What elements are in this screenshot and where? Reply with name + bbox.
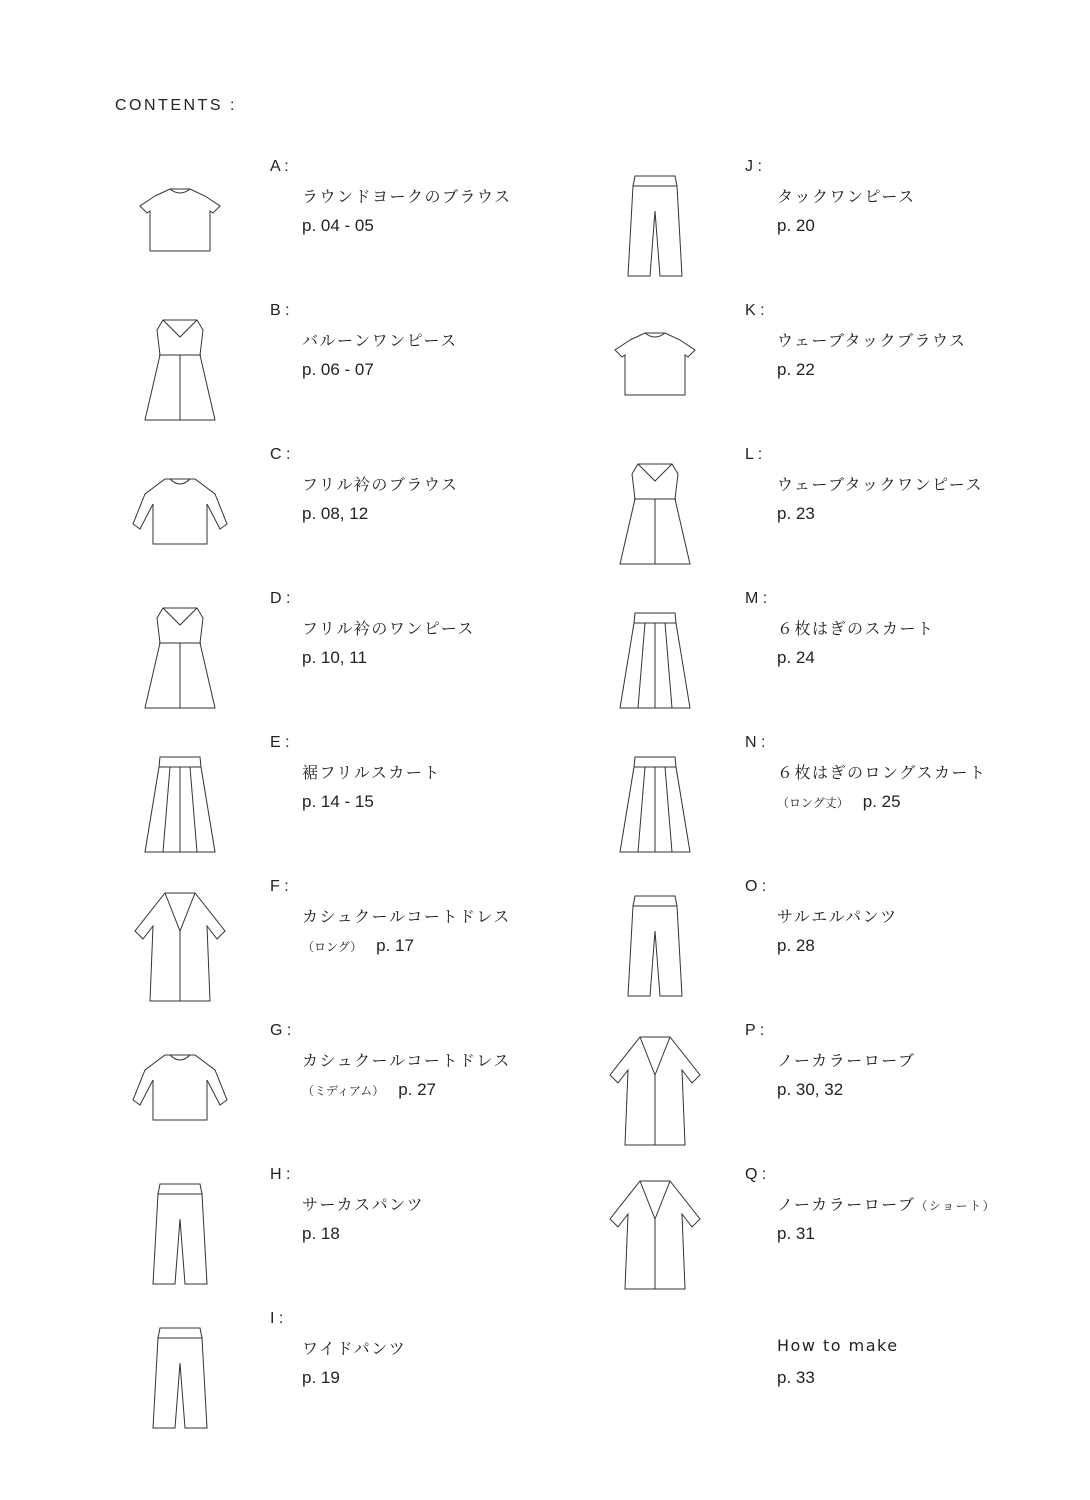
entry-title-text: ６枚はぎのロングスカート	[777, 763, 987, 782]
contents-heading: CONTENTS :	[115, 97, 237, 114]
garment-illustration	[590, 151, 720, 291]
page-number: p. 14 - 15	[302, 792, 374, 811]
entry-page	[777, 504, 815, 524]
entry-page	[302, 648, 367, 668]
page-number: p. 20	[777, 216, 815, 235]
entry-title-text: ワイドパンツ	[302, 1339, 407, 1358]
entry-note: （ロング丈）	[777, 796, 849, 810]
contents-entry[interactable]	[115, 302, 595, 450]
page-number: p. 19	[302, 1368, 340, 1387]
entry-page	[302, 216, 374, 236]
contents-entry[interactable]	[590, 446, 1070, 594]
contents-entry[interactable]	[590, 1022, 1070, 1170]
contents-entry[interactable]	[590, 590, 1070, 738]
entry-letter: B :	[270, 302, 290, 319]
page-number: p. 08, 12	[302, 504, 369, 523]
entry-title-text: タックワンピース	[777, 187, 916, 206]
contents-entry[interactable]	[590, 734, 1070, 882]
garment-illustration	[590, 1015, 720, 1155]
entry-page	[302, 936, 414, 956]
garment-illustration	[590, 1159, 720, 1299]
contents-entry[interactable]	[590, 302, 1070, 450]
entry-title	[302, 1048, 511, 1071]
entry-title-text: カシュクールコートドレス	[302, 907, 511, 926]
entry-page	[777, 1224, 815, 1244]
entry-title-text: フリル衿のブラウス	[302, 475, 459, 494]
page-number: p. 30, 32	[777, 1080, 844, 1099]
entry-letter: G :	[270, 1022, 292, 1039]
entry-title-text: カシュクールコートドレス	[302, 1051, 511, 1070]
entry-title	[302, 328, 458, 351]
entry-title-text: ウェーブタックワンピース	[777, 475, 984, 494]
entry-title	[302, 1192, 424, 1215]
entry-title-text: How to make	[777, 1336, 899, 1355]
entry-title-text: 裾フリルスカート	[302, 763, 441, 782]
page-number: p. 17	[376, 936, 414, 955]
entry-letter: Q :	[745, 1166, 767, 1183]
page-number: p. 27	[398, 1080, 437, 1099]
entry-title	[777, 1048, 915, 1071]
entry-note: （ロング）	[302, 940, 363, 954]
contents-entry[interactable]	[590, 158, 1070, 306]
garment-illustration	[115, 1015, 245, 1155]
entry-page	[777, 792, 901, 812]
entry-letter: L :	[745, 446, 763, 463]
entry-letter: F :	[270, 878, 289, 895]
contents-entry[interactable]	[590, 878, 1070, 1026]
entry-title	[777, 1192, 996, 1215]
contents-entry[interactable]	[590, 1166, 1070, 1314]
page-number: p. 25	[862, 792, 901, 811]
entry-page	[777, 1080, 843, 1100]
entry-page	[302, 360, 374, 380]
entry-title-text: ノーカラーローブ	[777, 1195, 916, 1214]
page-number: p. 04 - 05	[302, 216, 374, 235]
contents-entry[interactable]	[115, 1166, 595, 1314]
entry-letter: D :	[270, 590, 291, 607]
entry-letter: P :	[745, 1022, 765, 1039]
garment-illustration	[115, 1303, 245, 1443]
entry-page	[302, 1080, 436, 1100]
garment-illustration	[115, 151, 245, 291]
garment-illustration	[590, 439, 720, 579]
entry-page	[302, 1224, 340, 1244]
entry-title	[777, 1336, 899, 1355]
entry-title-text: フリル衿のワンピース	[302, 619, 475, 638]
entry-title-suffix: （ショート）	[915, 1199, 997, 1213]
garment-illustration	[115, 871, 245, 1011]
garment-illustration	[590, 583, 720, 723]
contents-entry[interactable]	[115, 734, 595, 882]
entry-title-text: ６枚はぎのスカート	[777, 619, 935, 638]
entry-letter: I :	[270, 1310, 284, 1327]
entry-page	[777, 360, 815, 380]
page-number: p. 33	[777, 1368, 815, 1387]
contents-entry[interactable]	[590, 1318, 1070, 1458]
entry-letter: N :	[745, 734, 766, 751]
entry-title-text: ノーカラーローブ	[777, 1051, 916, 1070]
contents-entry[interactable]	[115, 1310, 595, 1458]
contents-entry[interactable]	[115, 446, 595, 594]
entry-letter: K :	[745, 302, 765, 319]
entry-title	[302, 760, 441, 783]
page-number: p. 18	[302, 1224, 340, 1243]
page-number: p. 23	[777, 504, 815, 523]
entry-note: （ミディアム）	[302, 1084, 385, 1098]
contents-entry[interactable]	[115, 878, 595, 1026]
entry-page	[777, 216, 815, 236]
contents-entry[interactable]	[115, 158, 595, 306]
page-number: p. 10, 11	[302, 648, 367, 667]
entry-page	[302, 504, 368, 524]
entry-letter: A :	[270, 158, 289, 175]
contents-entry[interactable]	[115, 590, 595, 738]
entry-letter: H :	[270, 1166, 291, 1183]
page-number: p. 22	[777, 360, 815, 379]
garment-illustration	[115, 439, 245, 579]
entry-page	[302, 1368, 340, 1388]
page-number: p. 31	[777, 1224, 815, 1243]
entry-title	[777, 328, 966, 351]
entry-title	[302, 1336, 406, 1359]
entry-title	[777, 760, 987, 783]
entry-letter: O :	[745, 878, 767, 895]
garment-illustration	[115, 295, 245, 435]
entry-title	[302, 904, 511, 927]
entry-letter: C :	[270, 446, 291, 463]
garment-illustration	[115, 727, 245, 867]
entry-title-text: サルエルパンツ	[777, 907, 898, 926]
garment-illustration	[590, 295, 720, 435]
entry-page	[302, 792, 374, 812]
entry-title	[302, 472, 458, 495]
contents-entry[interactable]	[115, 1022, 595, 1170]
entry-page	[777, 648, 815, 668]
entry-page	[777, 1368, 815, 1388]
garment-illustration	[115, 1159, 245, 1299]
entry-title	[777, 184, 916, 207]
entry-title	[777, 472, 983, 495]
entry-letter: J :	[745, 158, 762, 175]
entry-letter: E :	[270, 734, 290, 751]
entry-title	[302, 184, 512, 207]
entry-title-text: サーカスパンツ	[302, 1195, 425, 1214]
entry-title-text: ウェーブタックブラウス	[777, 331, 967, 350]
entry-title	[777, 616, 935, 639]
garment-illustration	[590, 871, 720, 1011]
page-number: p. 06 - 07	[302, 360, 374, 379]
entry-letter: M :	[745, 590, 768, 607]
entry-page	[777, 936, 815, 956]
entry-title	[777, 904, 898, 927]
entry-title	[302, 616, 475, 639]
garment-illustration	[115, 583, 245, 723]
page-number: p. 24	[777, 648, 815, 667]
entry-title-text: バルーンワンピース	[302, 331, 458, 350]
page-number: p. 28	[777, 936, 815, 955]
entry-title-text: ラウンドヨークのブラウス	[302, 187, 512, 206]
garment-illustration	[590, 727, 720, 867]
